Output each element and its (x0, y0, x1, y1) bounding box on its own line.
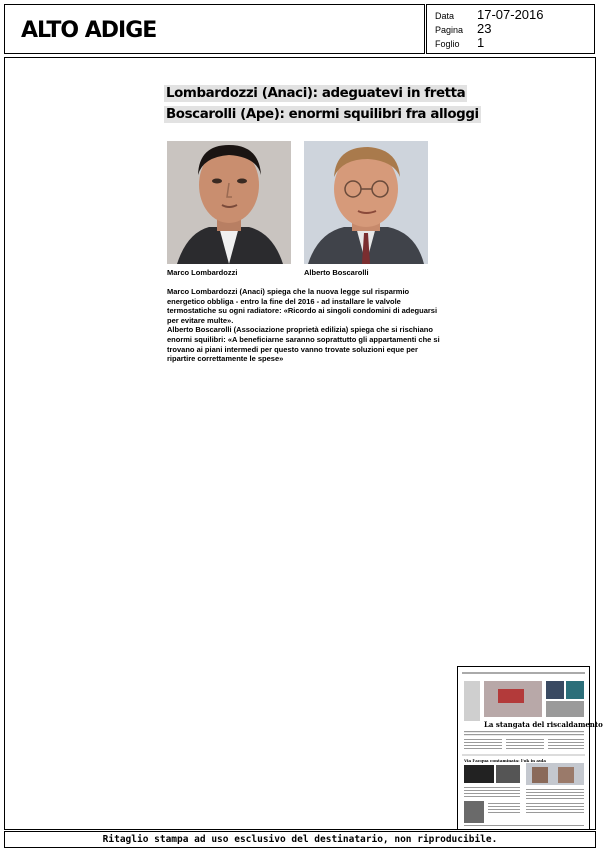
article-headline (164, 84, 479, 126)
meta-value: 23 (477, 21, 492, 36)
meta-value: 1 (477, 35, 485, 50)
meta-row-pagina (435, 23, 590, 37)
metadata-box (426, 4, 595, 54)
article-body (167, 287, 442, 364)
meta-row-data (435, 9, 590, 23)
thumbnail-headline: La stangata del riscaldamento (484, 720, 603, 729)
logo-box (4, 4, 425, 54)
photo-caption: Alberto Boscarolli (304, 268, 369, 277)
footer-notice: Ritaglio stampa ad uso esclusivo del destinatario, non riproducibile. (4, 831, 596, 848)
photo-alberto-boscarolli (304, 141, 428, 264)
body-paragraph: Marco Lombardozzi (Anaci) spiega che la nuova legge sul risparmio energetico obbliga - entro la fine del 2016 - ad installare le valvole termostatiche su ogni radiatore: «Ricordo ai singoli condomini di adeguarsi per evitare multe». (167, 287, 438, 325)
newspaper-logo: ALTO ADIGE (21, 18, 157, 43)
headline-line: Boscarolli (Ape): enormi squilibri fra alloggi (166, 107, 479, 122)
meta-label: Foglio (435, 39, 460, 49)
meta-row-foglio (435, 37, 590, 51)
photo-caption: Marco Lombardozzi (167, 268, 238, 277)
meta-label: Pagina (435, 25, 464, 35)
page-header (4, 4, 594, 54)
meta-label: Data (435, 11, 455, 21)
thumbnail-subhead: Via l'acqua contaminata: l'ok in aula (464, 758, 547, 763)
page-thumbnail (457, 666, 603, 830)
headline-line: Lombardozzi (Anaci): adeguatevi in fretta (166, 86, 466, 101)
body-paragraph: Alberto Boscarolli (Associazione proprietà edilizia) spiega che si rischiano enormi squilibri: «A beneficiarne saranno soprattutto gli appartamenti che si trovano ai piani intermedi per questo vanno trovate soluzioni eque per ripartire correttamente le spese» (167, 325, 440, 364)
meta-value: 17-07-2016 (477, 7, 544, 22)
photo-marco-lombardozzi (167, 141, 291, 264)
